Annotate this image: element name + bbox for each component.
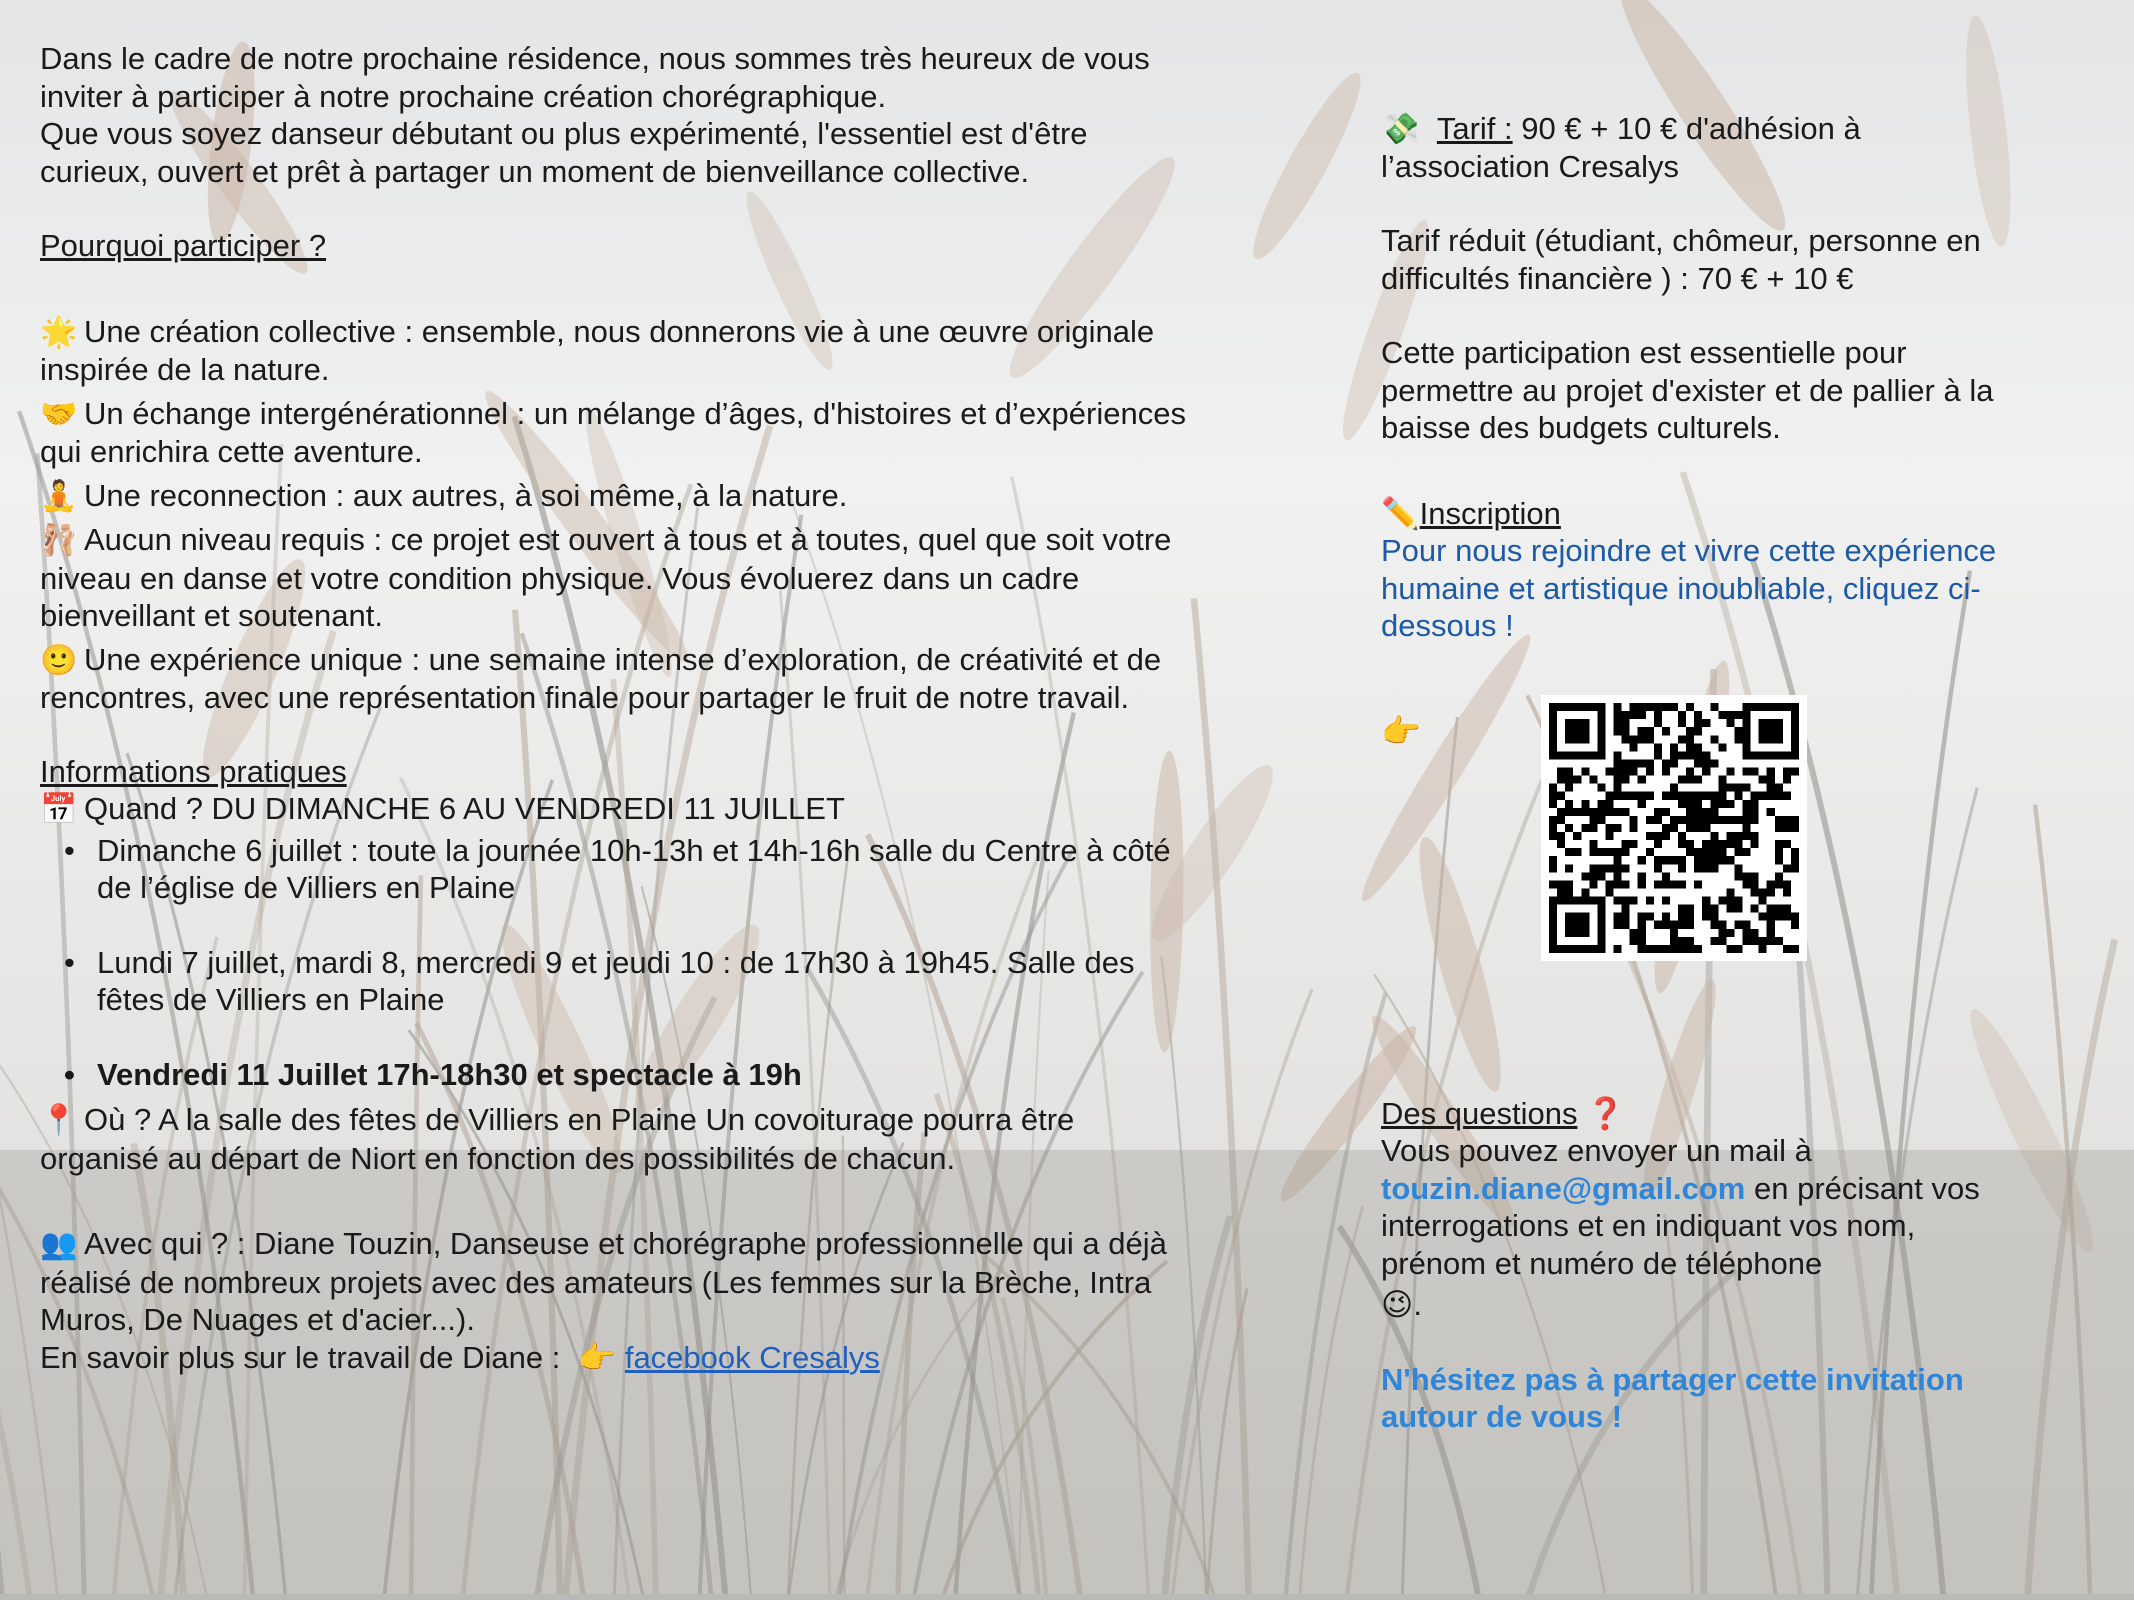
people-icon: 👥 — [40, 1228, 78, 1261]
left-column — [40, 40, 1190, 1376]
reason-reconnection: 🧘 Une reconnection : aux autres, à soi même, à la nature. — [40, 477, 1190, 516]
tarif-label: Tarif : — [1436, 111, 1513, 146]
money-icon: 💸 — [1381, 111, 1420, 146]
calendar-icon: 📅 — [40, 793, 78, 826]
bottom-divider — [0, 1594, 2134, 1600]
ballet-shoes-icon: 🩰 — [40, 524, 78, 557]
pin-icon: 📍 — [40, 1104, 78, 1137]
schedule-list — [40, 832, 1190, 1094]
reason-no-level: 🩰 Aucun niveau requis : ce projet est ouvert à tous et à toutes, quel que soit votre niveau en danse et votre condition physique. Vous évoluerez dans un cadre bienveillant et soutenant. — [40, 522, 1172, 633]
schedule-sunday: • Dimanche 6 juillet : toute la journée 10h-13h et 14h-16h salle du Centre à côté de l’église de Villiers en Plaine — [97, 832, 1190, 907]
why-heading: Pourquoi participer ? — [40, 228, 327, 263]
intro-paragraph-2: Que vous soyez danseur débutant ou plus expérimenté, l'essentiel est d'être curieux, ouvert et prêt à partager un moment de bienveillance collective. — [40, 116, 1088, 189]
inscription-text[interactable]: Pour nous rejoindre et vivre cette expérience humaine et artistique inoubliable, cliquez ci-dessous ! — [1381, 533, 1997, 643]
who-line: 👥 Avec qui ? : Diane Touzin, Danseuse et chorégraphe professionnelle qui a déjà réalisé de nombreux projets avec des amateurs (Les femmes sur la Brèche, Intra Muros, De Nuages et d'acier...). — [40, 1226, 1167, 1337]
qr-section — [1381, 695, 2001, 995]
facebook-link[interactable]: facebook Cresalys — [624, 1339, 880, 1375]
smiley-icon: 🙂 — [40, 643, 78, 677]
practical-heading: Informations pratiques — [40, 753, 347, 789]
pencil-icon: ✏️ — [1381, 495, 1420, 531]
meditation-icon: 🧘 — [40, 479, 78, 513]
reason-collective: 🌟 Une création collective : ensemble, nous donnerons vie à une œuvre originale inspirée de la nature. — [40, 313, 1155, 387]
qr-code[interactable] — [1541, 695, 1807, 961]
wink-line: 😉. — [1381, 1287, 1422, 1322]
pointing-hand-icon: 👉 — [577, 1339, 617, 1375]
when-line: 📅 Quand ? DU DIMANCHE 6 AU VENDREDI 11 JUILLET — [40, 790, 1190, 829]
winking-face-icon: 😉 — [1381, 1287, 1414, 1322]
email-link[interactable]: touzin.diane@gmail.com — [1381, 1170, 1746, 1206]
reduced-tarif: Tarif réduit (étudiant, chômeur, personne en difficultés financière ) : 70 € + 10 € — [1381, 223, 1981, 296]
question-mark-icon: ❓ — [1586, 1095, 1625, 1131]
right-column — [1381, 110, 2001, 1436]
inscription-heading: ✏️Inscription — [1381, 495, 1561, 531]
reason-unique: 🙂 Une expérience unique : une semaine intense d’exploration, de créativité et de rencontres, avec une représentation finale pour partager le fruit de notre travail. — [40, 641, 1162, 715]
participation-text: Cette participation est essentielle pour permettre au projet d'exister et de pallier à la baisse des budgets culturels. — [1381, 335, 1994, 445]
tarif-line: 💸 Tarif : 90 € + 10 € d'adhésion à l’association Cresalys — [1381, 111, 1861, 184]
handshake-icon: 🤝 — [40, 397, 78, 431]
reason-intergenerational: 🤝 Un échange intergénérationnel : un mélange d’âges, d'histoires et d’expériences qui enrichira cette aventure. — [40, 395, 1186, 469]
intro-paragraph-1: Dans le cadre de notre prochaine résidence, nous sommes très heureux de vous inviter à participer à notre prochaine création chorégraphique. — [40, 41, 1150, 114]
glowing-star-icon: 🌟 — [40, 315, 78, 349]
where-line: 📍 Où ? A la salle des fêtes de Villiers en Plaine Un covoiturage pourra être organisé au départ de Niort en fonction des possibilités de chacun. — [40, 1102, 1075, 1176]
schedule-friday: • Vendredi 11 Juillet 17h-18h30 et spectacle à 19h — [97, 1056, 1190, 1094]
questions-text: Vous pouvez envoyer un mail à touzin.diane@gmail.com en précisant vos interrogations et en indiquant vos nom, prénom et numéro de téléphone — [1381, 1133, 1980, 1281]
share-text: N'hésitez pas à partager cette invitation autour de vous ! — [1381, 1361, 1964, 1434]
pointing-hand-icon: 👉 — [1381, 712, 1421, 749]
questions-heading: Des questions ❓ — [1381, 1095, 1625, 1131]
schedule-weekdays: • Lundi 7 juillet, mardi 8, mercredi 9 et jeudi 10 : de 17h30 à 19h45. Salle des fêtes de Villiers en Plaine — [97, 944, 1190, 1019]
more-line: En savoir plus sur le travail de Diane : 👉 facebook Cresalys — [40, 1339, 880, 1375]
